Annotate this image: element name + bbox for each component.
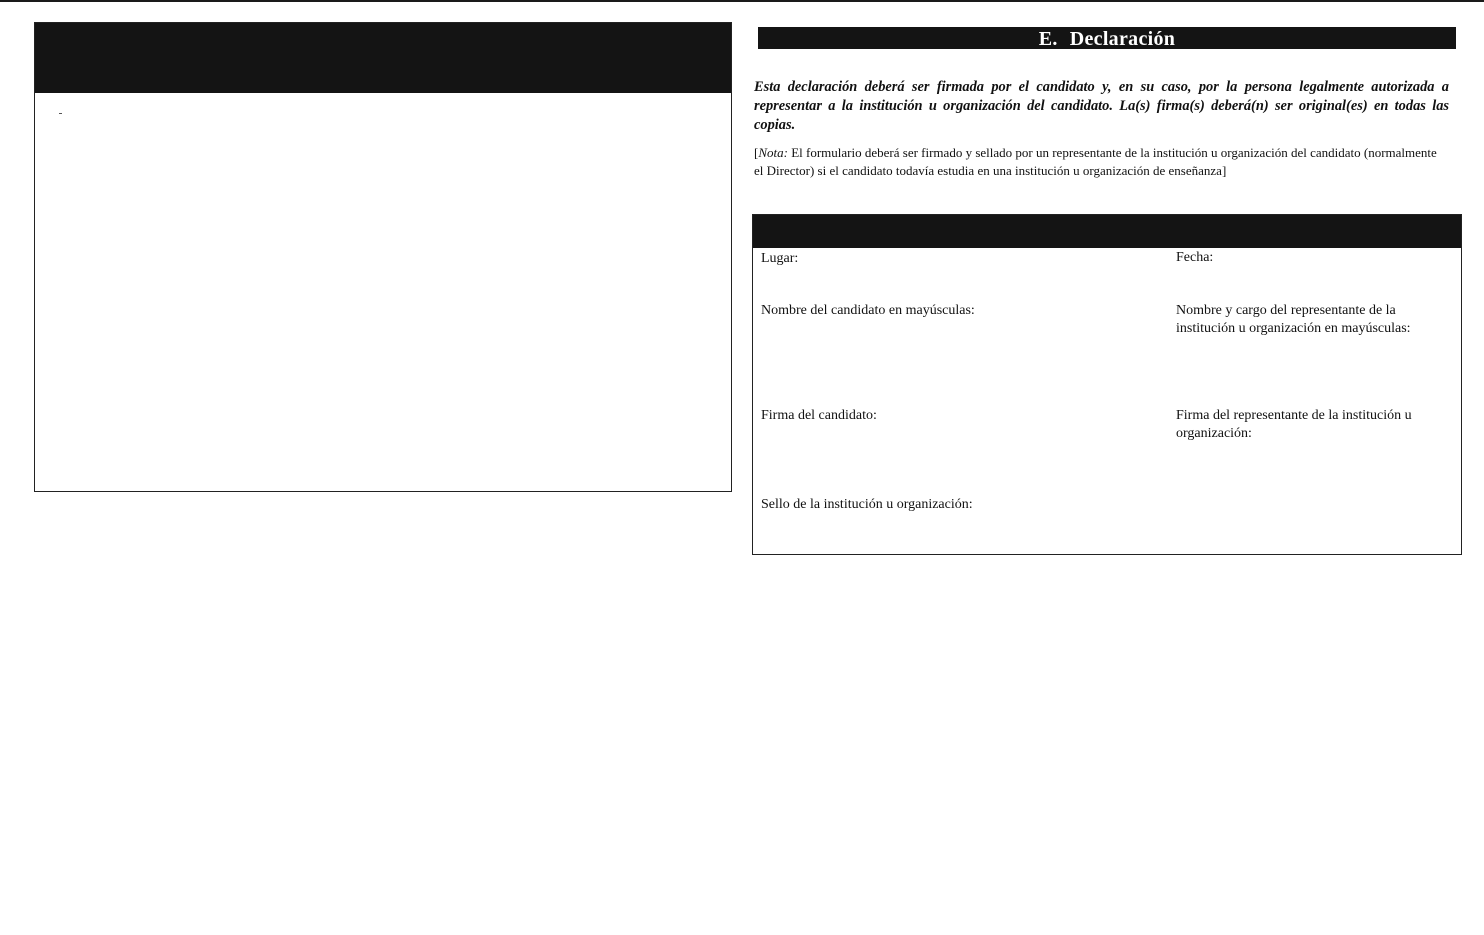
lugar-field[interactable]: Lugar: — [761, 251, 799, 266]
note-open-bracket: [ — [754, 145, 759, 160]
left-blank-panel — [34, 22, 732, 492]
representative-signature-field[interactable]: Firma del representante de la institución u organización: — [1176, 408, 1412, 441]
left-panel-header-bar — [35, 23, 731, 93]
declaration-instructions: Esta declaración deberá ser firmada por el candidato y, en su caso, por la persona legalmente autorizada a representar a la institución u organización del candidato. La(s) firma(s) deberá(n) ser original(es) en todas las copias. — [754, 79, 1449, 133]
note-label: Nota: — [758, 145, 788, 160]
candidate-signature-field[interactable]: Firma del candidato: — [761, 408, 877, 423]
note-body: El formulario deberá ser firmado y sellado por un representante de la institución u organización del candidato (normalmente el Director) si el candidato todavía estudia en una institución u organización de enseñanza] — [754, 145, 1437, 178]
institution-seal-field[interactable]: Sello de la institución u organización: — [761, 497, 973, 512]
fecha-field[interactable]: Fecha: — [1176, 250, 1214, 265]
top-rule — [0, 0, 1484, 2]
candidate-name-field[interactable]: Nombre del candidato en mayúsculas: — [761, 303, 975, 318]
section-title-text: Declaración — [1069, 28, 1176, 50]
section-title — [758, 27, 1456, 49]
scan-speck — [59, 113, 62, 114]
signature-form — [752, 214, 1462, 555]
signature-form-header-bar — [753, 215, 1461, 248]
representative-name-field[interactable]: Nombre y cargo del representante de la institución u organización en mayúsculas: — [1176, 303, 1411, 336]
declaration-note — [754, 144, 1444, 180]
section-letter: E. — [1038, 28, 1058, 50]
